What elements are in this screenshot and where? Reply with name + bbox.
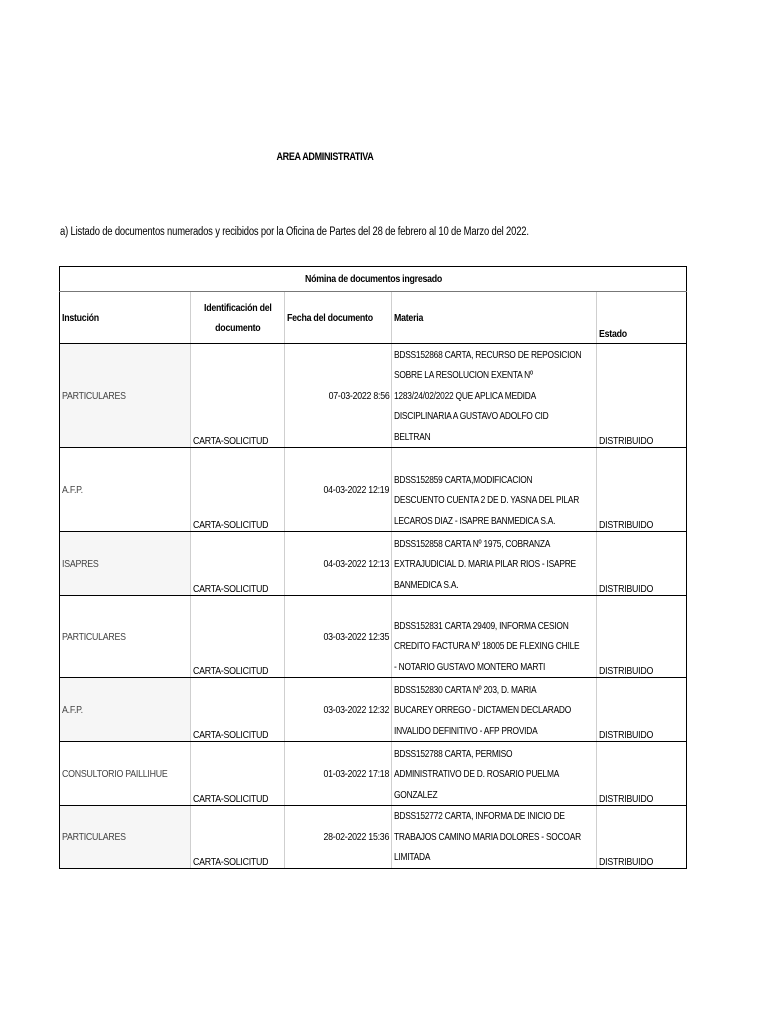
cell-estado: DISTRIBUIDO <box>597 448 687 532</box>
cell-estado: DISTRIBUIDO <box>597 678 687 742</box>
cell-institucion: ISAPRES <box>60 532 191 596</box>
cell-fecha: 03-03-2022 12:35 <box>285 596 392 678</box>
materia-line: BDSS152830 CARTA Nº 203, D. MARIA <box>394 683 537 696</box>
materia-line: BDSS152868 CARTA, RECURSO DE REPOSICION <box>394 348 582 361</box>
cell-fecha: 01-03-2022 17:18 <box>285 742 392 806</box>
cell-estado: DISTRIBUIDO <box>597 806 687 869</box>
materia-line: LECAROS DIAZ - ISAPRE BANMEDICA S.A. <box>394 514 556 527</box>
cell-tipo: CARTA-SOLICITUD <box>190 532 285 596</box>
cell-tipo: CARTA-SOLICITUD <box>190 448 285 532</box>
cell-estado: DISTRIBUIDO <box>597 344 687 448</box>
table-caption-row <box>60 267 687 292</box>
cell-fecha: 07-03-2022 8:56 <box>285 344 392 448</box>
materia-line: CREDITO FACTURA Nº 18005 DE FLEXING CHILE <box>394 640 580 652</box>
header-institucion: Instución <box>60 292 191 344</box>
cell-fecha: 28-02-2022 15:36 <box>285 806 392 869</box>
materia-line: SOBRE LA RESOLUCION EXENTA Nº <box>394 369 534 381</box>
materia-line: BANMEDICA S.A. <box>394 578 459 591</box>
materia-line: TRABAJOS CAMINO MARIA DOLORES - SOCOAR <box>394 830 582 843</box>
cell-materia <box>392 742 597 806</box>
table-row <box>60 806 687 869</box>
intro-paragraph: a) Listado de documentos numerados y recibidos por la Oficina de Partes del 28 de febrero al 10 de Marzo del 2022. <box>60 226 529 238</box>
materia-line: EXTRAJUDICIAL D. MARIA PILAR RIOS - ISAPRE <box>394 558 577 570</box>
table-header-row <box>60 292 687 344</box>
materia-line: LIMITADA <box>394 851 431 863</box>
cell-tipo: CARTA-SOLICITUD <box>190 344 285 448</box>
cell-fecha: 04-03-2022 12:13 <box>285 532 392 596</box>
cell-institucion: A.F.P. <box>60 448 191 532</box>
materia-line: GONZALEZ <box>394 788 438 801</box>
cell-materia <box>392 344 597 448</box>
materia-line: INVALIDO DEFINITIVO - AFP PROVIDA <box>394 724 538 737</box>
cell-tipo: CARTA-SOLICITUD <box>190 678 285 742</box>
materia-line: 1283/24/02/2022 QUE APLICA MEDIDA <box>394 389 537 402</box>
cell-estado: DISTRIBUIDO <box>597 532 687 596</box>
materia-line: - NOTARIO GUSTAVO MONTERO MARTI <box>394 660 546 673</box>
materia-line: DESCUENTO CUENTA 2 DE D. YASNA DEL PILAR <box>394 494 580 506</box>
materia-line: DISCIPLINARIA A GUSTAVO ADOLFO CID <box>394 410 549 422</box>
cell-fecha: 04-03-2022 12:19 <box>285 448 392 532</box>
materia-line: BUCAREY ORREGO - DICTAMEN DECLARADO <box>394 704 572 716</box>
cell-materia <box>392 532 597 596</box>
table-body <box>60 344 687 869</box>
cell-institucion: CONSULTORIO PAILLIHUE <box>60 742 191 806</box>
header-fecha: Fecha del documento <box>285 292 392 344</box>
cell-tipo: CARTA-SOLICITUD <box>190 742 285 806</box>
cell-materia <box>392 806 597 869</box>
header-materia: Materia <box>392 292 597 344</box>
cell-tipo: CARTA-SOLICITUD <box>190 596 285 678</box>
cell-materia <box>392 448 597 532</box>
cell-estado: DISTRIBUIDO <box>597 742 687 806</box>
cell-institucion: A.F.P. <box>60 678 191 742</box>
table-caption: Nómina de documentos ingresado <box>60 267 687 292</box>
table-row <box>60 596 687 678</box>
documents-table <box>59 266 687 869</box>
materia-line: BDSS152788 CARTA, PERMISO <box>394 747 513 760</box>
cell-tipo: CARTA-SOLICITUD <box>190 806 285 869</box>
page-title: AREA ADMINISTRATIVA <box>276 151 374 163</box>
cell-materia <box>392 678 597 742</box>
cell-institucion: PARTICULARES <box>60 596 191 678</box>
materia-line: BELTRAN <box>394 430 431 443</box>
cell-institucion: PARTICULARES <box>60 344 191 448</box>
cell-materia <box>392 596 597 678</box>
table-row <box>60 742 687 806</box>
cell-institucion: PARTICULARES <box>60 806 191 869</box>
table-row <box>60 448 687 532</box>
cell-fecha: 03-03-2022 12:32 <box>285 678 392 742</box>
table-row <box>60 678 687 742</box>
table-row <box>60 532 687 596</box>
materia-line: BDSS152831 CARTA 29409, INFORMA CESION <box>394 619 569 632</box>
cell-estado: DISTRIBUIDO <box>597 596 687 678</box>
header-identificacion: Identificación del documento <box>190 292 285 344</box>
materia-line: ADMINISTRATIVO DE D. ROSARIO PUELMA <box>394 768 560 780</box>
materia-line: BDSS152858 CARTA Nº 1975, COBRANZA <box>394 537 551 550</box>
header-estado: Estado <box>597 292 687 344</box>
materia-line: BDSS152772 CARTA, INFORMA DE INICIO DE <box>394 810 566 822</box>
table-row <box>60 344 687 448</box>
materia-line: BDSS152859 CARTA,MODIFICACION <box>394 473 533 486</box>
